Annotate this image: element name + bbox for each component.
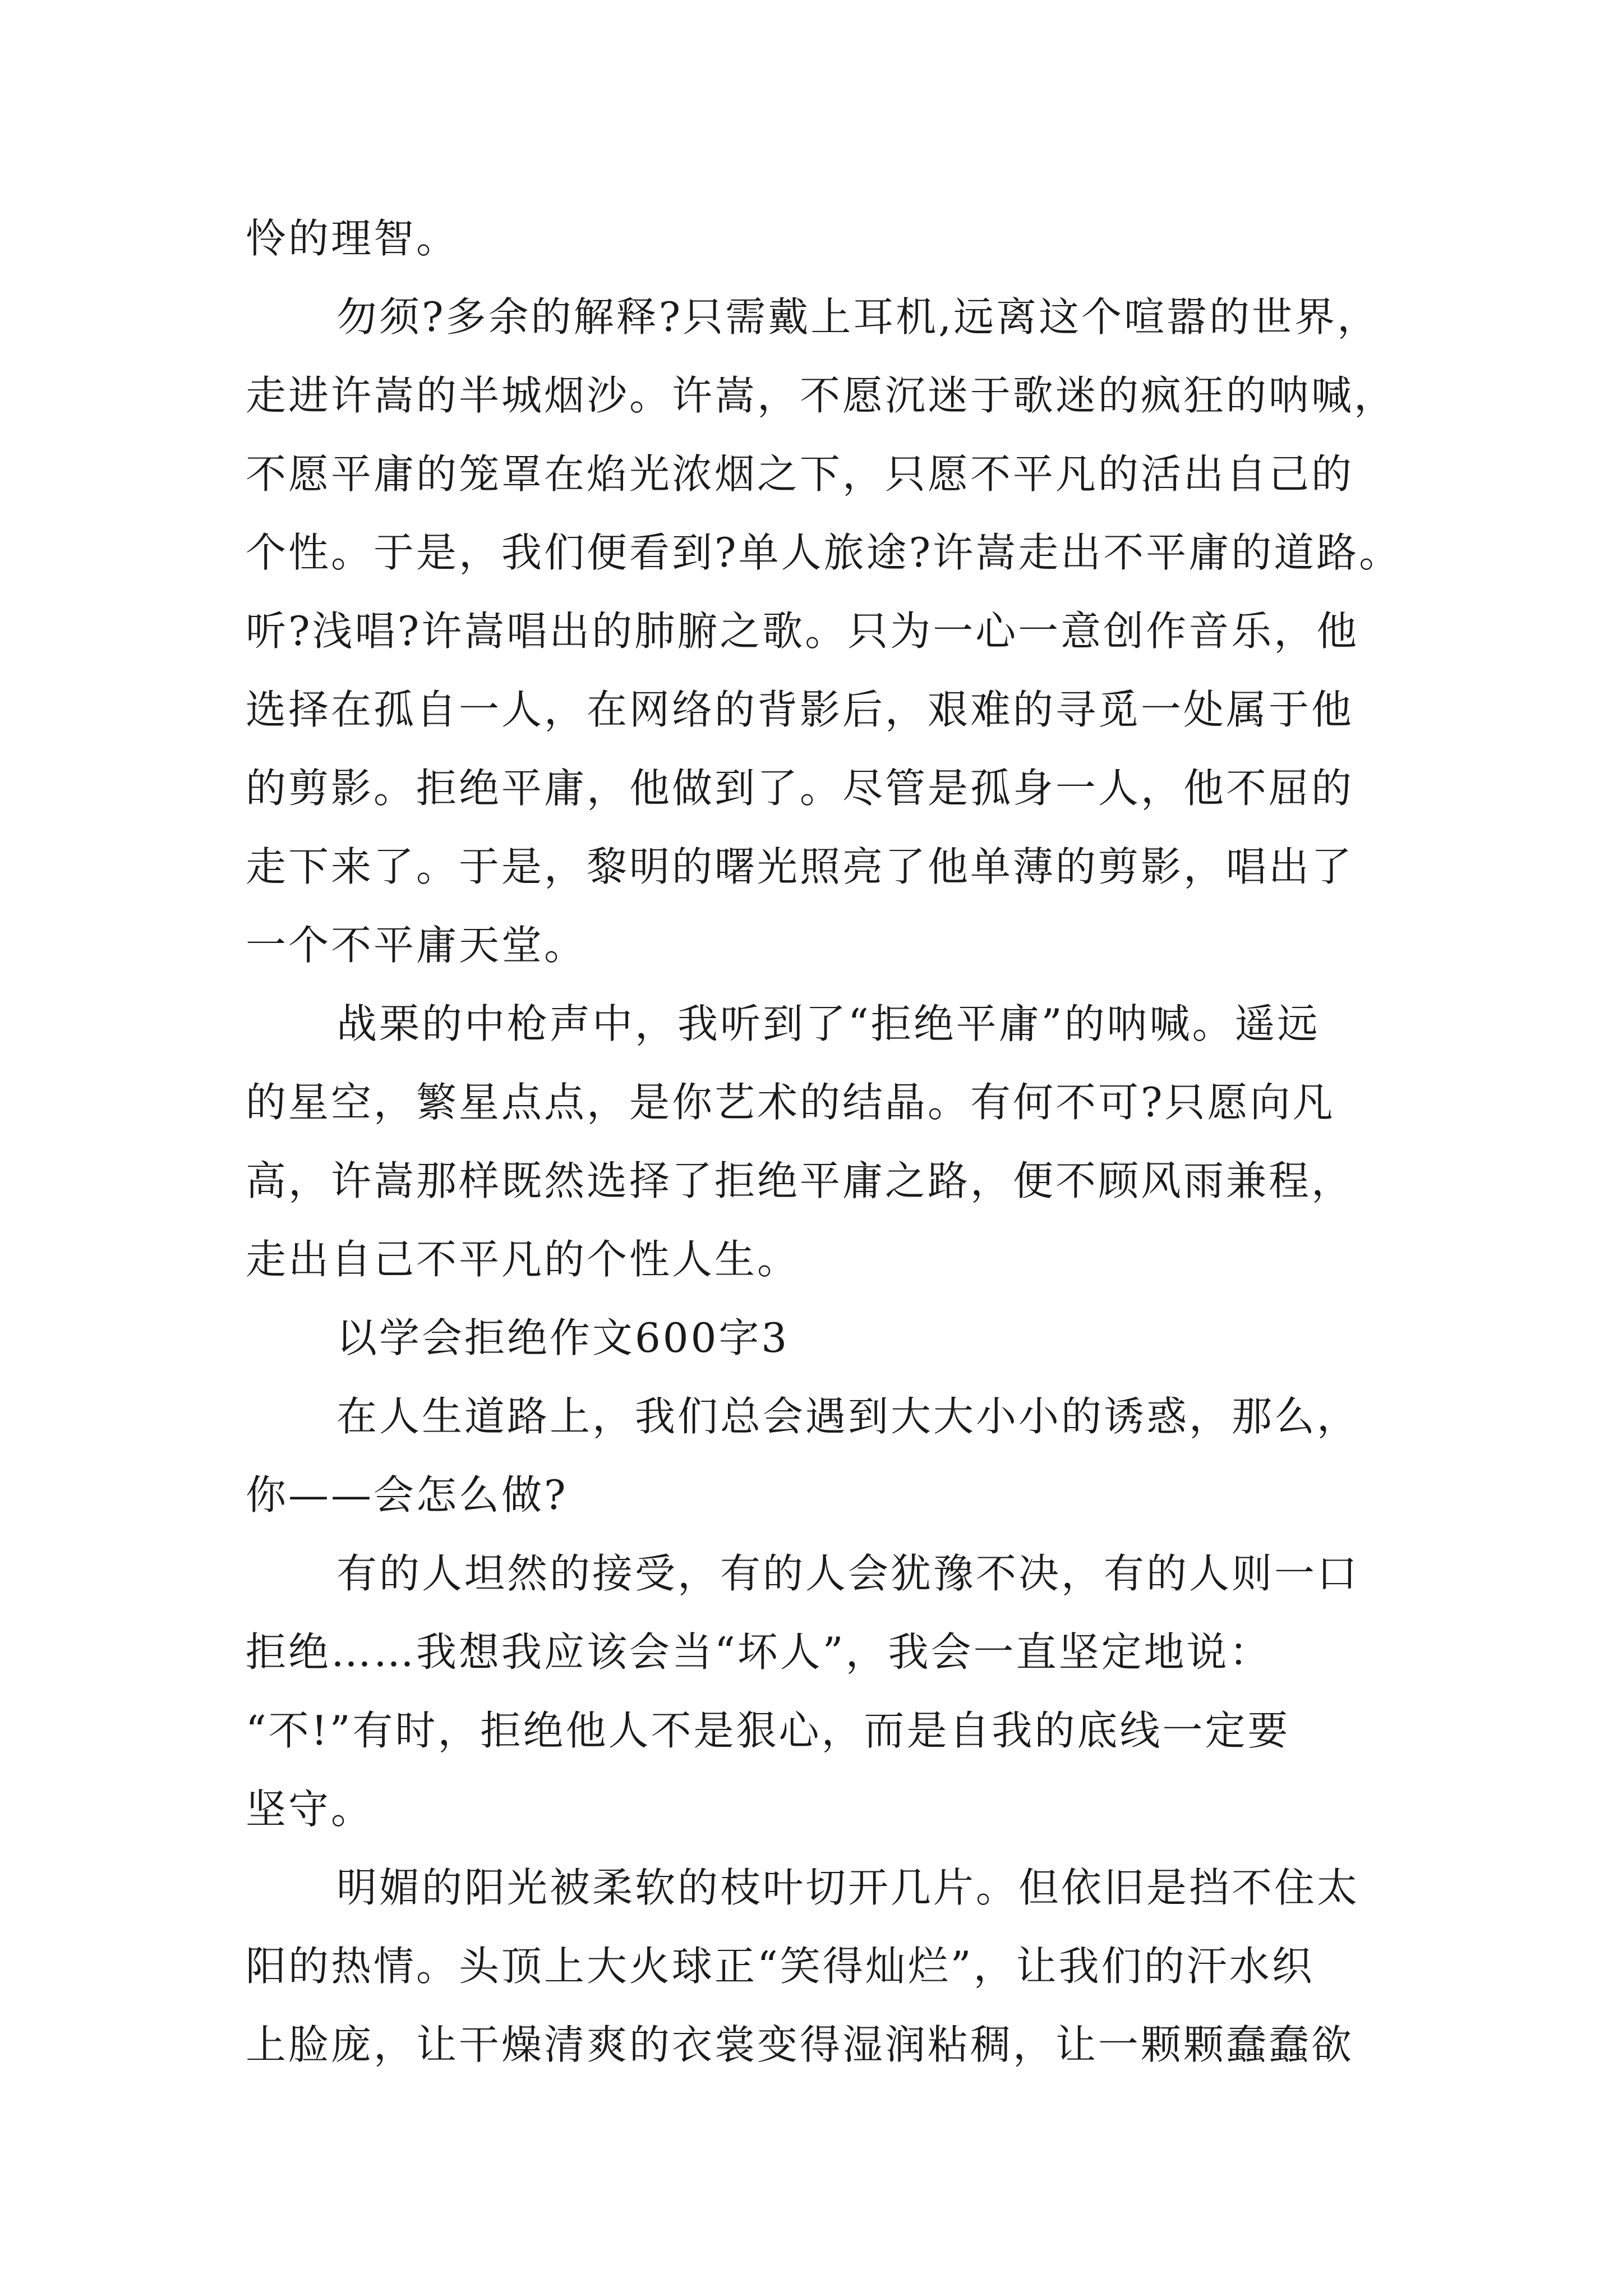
text-line: 不愿平庸的笼罩在焰光浓烟之下，只愿不平凡的活出自己的	[246, 450, 1354, 498]
text-line: 走下来了。于是，黎明的曙光照亮了他单薄的剪影，唱出了	[246, 843, 1354, 890]
text-line: 走出自己不平凡的个性人生。	[246, 1236, 800, 1283]
text-line: 勿须?多余的解释?只需戴上耳机,远离这个喧嚣的世界，	[336, 293, 1380, 341]
text-line: 有的人坦然的接受，有的人会犹豫不决，有的人则一口	[336, 1550, 1360, 1597]
section-heading: 以学会拒绝作文600字3	[336, 1314, 790, 1361]
text-line: 听?浅唱?许嵩唱出的肺腑之歌。只为一心一意创作音乐，他	[246, 608, 1359, 655]
text-line: 在人生道路上，我们总会遇到大大小小的诱惑，那么，	[336, 1393, 1360, 1440]
text-line: 阳的热情。头顶上大火球正“笑得灿烂”，让我们的汗水织	[246, 1943, 1315, 1990]
text-line: 走进许嵩的半城烟沙。许嵩，不愿沉迷于歌迷的疯狂的呐喊，	[246, 372, 1397, 419]
text-line: 战栗的中枪声中，我听到了“拒绝平庸”的呐喊。遥远	[336, 1000, 1320, 1047]
text-line: 选择在孤自一人，在网络的背影后，艰难的寻觅一处属于他	[246, 686, 1354, 733]
text-line: “不!”有时，拒绝他人不是狠心，而是自我的底线一定要	[246, 1707, 1290, 1754]
text-line: 高，许嵩那样既然选择了拒绝平庸之路，便不顾风雨兼程，	[246, 1157, 1354, 1204]
text-line: 你——会怎么做?	[246, 1471, 568, 1519]
text-line: 拒绝……我想我应该会当“坏人”，我会一直坚定地说：	[246, 1628, 1272, 1676]
text-line: 坚守。	[246, 1786, 374, 1833]
text-line: 上脸庞，让干燥清爽的衣裳变得湿润粘稠，让一颗颗蠢蠢欲	[246, 2021, 1354, 2068]
text-line: 怜的理智。	[246, 215, 459, 262]
text-line: 个性。于是，我们便看到?单人旅途?许嵩走出不平庸的道路。	[246, 529, 1402, 576]
text-line: 一个不平庸天堂。	[246, 922, 587, 969]
text-line: 明媚的阳光被柔软的枝叶切开几片。但依旧是挡不住太	[336, 1864, 1360, 1911]
text-line: 的剪影。拒绝平庸，他做到了。尽管是孤身一人，他不屈的	[246, 765, 1354, 812]
text-line: 的星空，繁星点点，是你艺术的结晶。有何不可?只愿向凡	[246, 1079, 1335, 1126]
